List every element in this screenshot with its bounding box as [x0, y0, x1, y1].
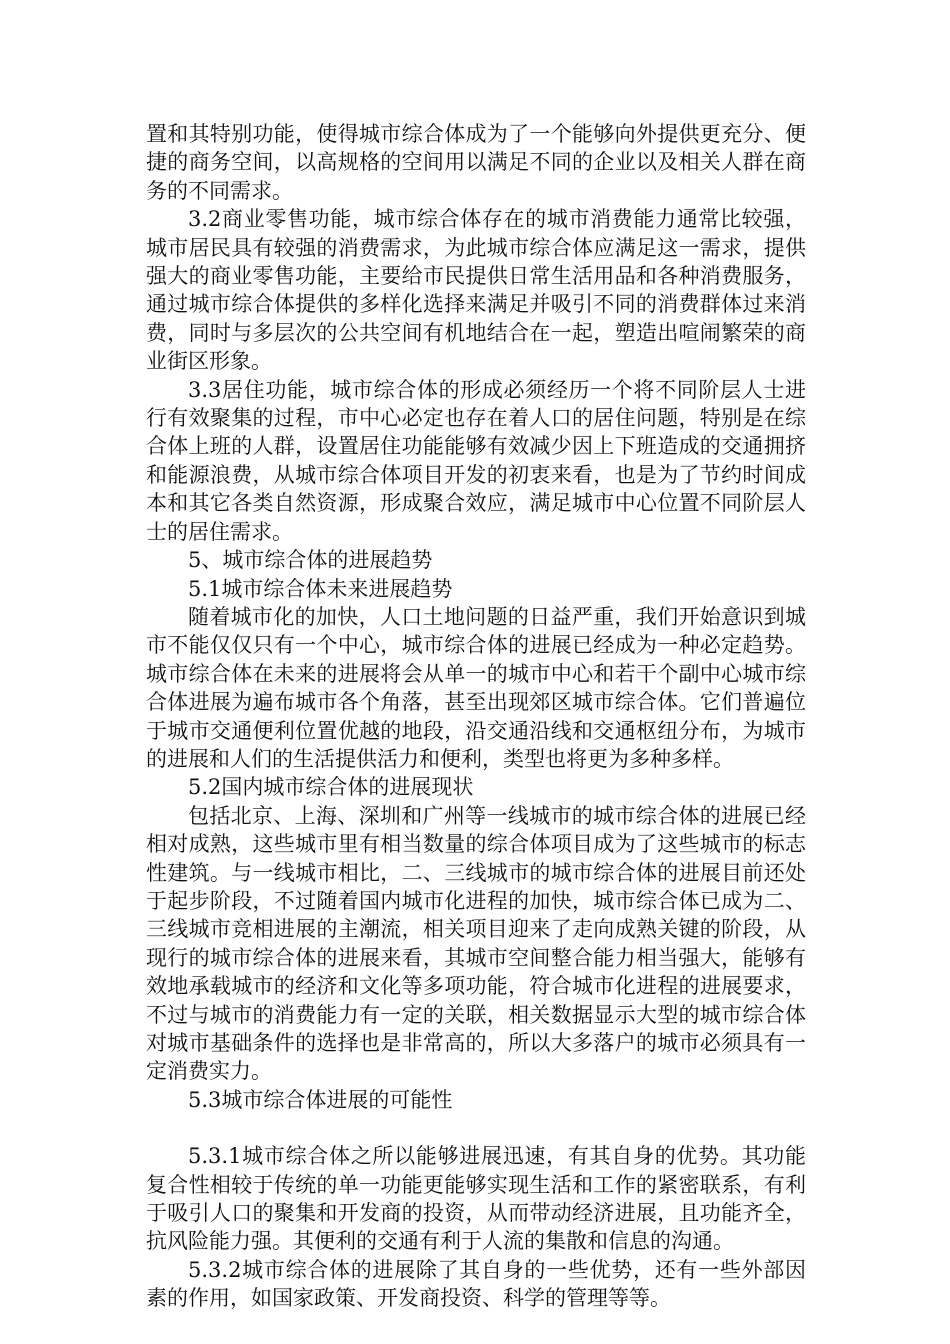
paragraph-5-3-1: 5.3.1城市综合体之所以能够进展迅速，有其自身的优势。其功能复合性相较于传统的单一功能更能够实现生活和工作的紧密联系，有利于吸引人口的聚集和开发商的投资，从而带动经济进展，且功能齐全，抗风险能力强。其便利的交通有利于人流的集散和信息的沟通。: [146, 1144, 806, 1254]
paragraph-3-3-residential: 3.3居住功能，城市综合体的形成必须经历一个将不同阶层人士进行有效聚集的过程，市中心必定也存在着人口的居住问题，特别是在综合体上班的人群，设置居住功能能够有效减少因上下班造成的交通拥挤和能源浪费，从城市综合体项目开发的初衷来看，也是为了节约时间成本和其它各类自然资源，形成聚合效应，满足城市中心位置不同阶层人士的居住需求。: [146, 377, 806, 544]
blank-line: [146, 1114, 806, 1142]
heading-section-5-3: 5.3城市综合体进展的可能性: [188, 1087, 453, 1112]
heading-section-5-1: 5.1城市综合体未来进展趋势: [188, 576, 453, 601]
paragraph-commercial-function-end: 置和其特别功能，使得城市综合体成为了一个能够向外提供更充分、便捷的商务空间，以高规格的空间用以满足不同的企业以及相关人群在商务的不同需求。: [146, 122, 806, 203]
heading-section-5-2: 5.2国内城市综合体的进展现状: [188, 775, 474, 800]
paragraph-5-3-2: 5.3.2城市综合体的进展除了其自身的一些优势，还有一些外部因素的作用，如国家政策、开发商投资、科学的管理等等。: [146, 1257, 806, 1311]
paragraph-5-2-status: 包括北京、上海、深圳和广州等一线城市的城市综合体的进展已经相对成熟，这些城市里有相当数量的综合体项目成为了这些城市的标志性建筑。与一线城市相比，二、三线城市的城市综合体的进展目前还处于起步阶段，不过随着国内城市化进程的加快，城市综合体已成为二、三线城市竞相进展的主潮流，相关项目迎来了走向成熟关键的阶段，从现行的城市综合体的进展来看，其城市空间整合能力相当强大，能够有效地承载城市的经济和文化等多项功能，符合城市化进程的进展要求，不过与城市的消费能力有一定的关联，相关数据显示大型的城市综合体对城市基础条件的选择也是非常高的，所以大多落户的城市必须具有一定消费实力。: [146, 803, 806, 1084]
paragraph-5-1-trend: 随着城市化的加快，人口土地问题的日益严重，我们开始意识到城市不能仅仅只有一个中心，城市综合体的进展已经成为一种必定趋势。城市综合体在未来的进展将会从单一的城市中心和若干个副中心城市综合体进展为遍布城市各个角落，甚至出现郊区城市综合体。它们普遍位于城市交通便利位置优越的地段，沿交通沿线和交通枢纽分布，为城市的进展和人们的生活提供活力和便利，类型也将更为多种多样。: [146, 604, 806, 771]
paragraph-3-2-retail: 3.2商业零售功能，城市综合体存在的城市消费能力通常比较强，城市居民具有较强的消费需求，为此城市综合体应满足这一需求，提供强大的商业零售功能，主要给市民提供日常生活用品和各种消费服务，通过城市综合体提供的多样化选择来满足并吸引不同的消费群体过来消费，同时与多层次的公共空间有机地结合在一起，塑造出喧闹繁荣的商业街区形象。: [146, 207, 806, 374]
document-body: [146, 120, 806, 1313]
heading-section-5: 5、城市综合体的进展趋势: [188, 548, 433, 573]
